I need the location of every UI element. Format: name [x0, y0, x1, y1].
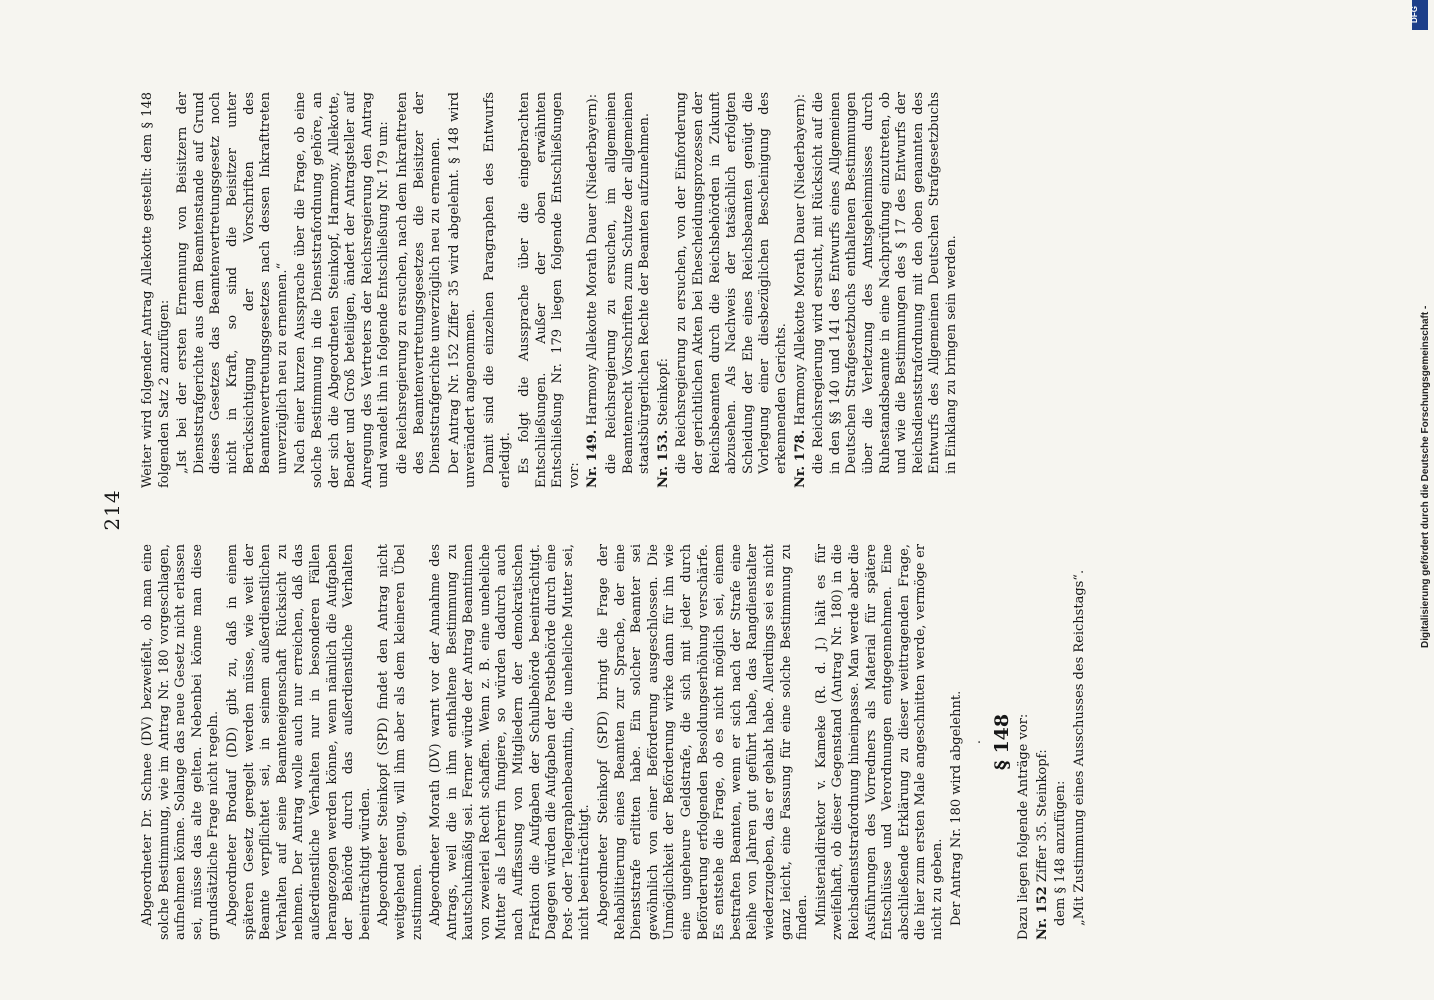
motion-text: Ziffer 35. Steinkopf: — [1034, 749, 1050, 887]
paragraph: Der Antrag Nr. 180 wird abgelehnt. — [948, 690, 964, 926]
paragraph: Abgeordneter Steinkopf (SPD) bringt die Frage der Rehabilitierung eines Beamten zur Sprache, der eine Dienststrafe erlitten habe. Ein solcher Beamter sei gewöhnlich von einer Beförderung ausgeschlossen. Die Unmöglichkeit der Beförderung wirke dann für ihn wie eine ungeheure Geldstrafe, die sich mit jeder durch Beförderung erfolgenden Besoldungserhöhung verschärfe. Es entstehe die Frage, ob es nicht möglich sei, einem bestraften Beamten, wenn er sich nach der Strafe eine Reihe von Jahren gut geführt habe, das Rangdienstalter wiederzugeben, das er gehabt habe. Allerdings sei es nicht ganz leicht, eine Fassung für eine solche Bestimmung zu finden. — [596, 544, 811, 940]
dfg-logo-text: DFG — [1409, 6, 1419, 23]
motion-header — [585, 92, 602, 488]
paragraph: Abgeordneter Steinkopf (SPD) findet den Antrag nicht weitgehend genug, will ihm aber als dem kleineren Übel zustimmen. — [376, 544, 425, 940]
paragraph: Nach einer kurzen Aussprache über die Frage, ob eine solche Bestimmung in die Dienststrafordnung gehöre, an der sich die Abgeordneten Steinkopf, Harmony, Allekotte, Bender und Groß beteiligen, ändert der Antragsteller auf Anregung des Vertreters der Reichsregierung den Antrag und wandelt ihn in folgende Entschließung Nr. 179 um: — [293, 92, 392, 488]
motion-number: Nr. 149. — [585, 429, 601, 488]
motion-header — [656, 92, 673, 488]
paragraph: Weiter wird folgender Antrag Allekotte gestellt: dem § 148 folgenden Satz 2 anzufügen: — [140, 92, 172, 488]
paragraph: Der Antrag Nr. 152 Ziffer 35 wird abgelehnt. § 148 wird unverändert angenommen. — [446, 92, 479, 488]
motion-header — [793, 92, 810, 488]
motion-text: Harmony Allekotte Morath Dauer (Niederbayern): — [792, 93, 808, 430]
paragraph: Abgeordneter Brodauf (DD) gibt zu, daß in einem späteren Gesetz geregelt werden müsse, wie weit der Beamte verpflichtet sei, in seinem außerdienstlichen Verhalten auf seine Beamteneigenschaft Rücksicht zu nehmen. Der Antrag wolle auch nur erreichen, daß das außerdienstliche Verhalten nur in besonderen Fällen herangezogen werden könne, wenn nämlich die Aufgaben der Behörde durch das außerdienstliche Verhalten beeinträchtigt würden. — [224, 544, 373, 940]
motion-text: Harmony Allekotte Morath Dauer (Niederbayern): — [585, 93, 601, 430]
credit-text: Digitalisierung gefördert durch die Deutsche Forschungsgemeinschaft - — [1420, 305, 1431, 648]
separator-dot: . — [969, 739, 985, 745]
quoted-text: die Reichsregierung zu ersuchen, von der Einforderung der gerichtlichen Akten bei Ehescheidungsprozessen der Reichsbeamten durch die Reichsbehörden in Zukunft abzusehen. Als Nachweis der tatsächlich erfolgten Scheidung der Ehe eines Reichsbeamten genügt die Vorlegung einer diesbezüglichen Bescheinigung des erkennenden Gerichts. — [674, 92, 789, 474]
page-content — [100, 80, 1340, 940]
motion-header — [1035, 544, 1052, 940]
left-column — [140, 544, 1091, 940]
digitization-credit — [1418, 8, 1434, 648]
motion-number: Nr. 152 — [1034, 886, 1050, 940]
paragraph: Ministerialdirektor v. Kameke (R. d. J.) hält es für zweifelhaft, ob dieser Gegenstand (Antrag Nr. 180) in die Reichsdienststrafordnung hineinpasse. Man werde aber die Ausführungen des Vorredners als Material für spätere Entschlüsse und Verordnungen entgegennehmen. Eine abschließende Erklärung zu dieser weittragenden Frage, die hier zum ersten Male angeschnitten werde, vermöge er nicht zu geben. — [813, 544, 945, 940]
motion-number: Nr. 153. — [655, 429, 671, 488]
motion-number: Nr. 178. — [792, 429, 808, 488]
page-number: 214 — [100, 489, 124, 531]
paragraph: Es folgt die Aussprache über die eingebrachten Entschließungen. Außer der oben erwähnten Entschließung Nr. 179 liegen folgende Entschließungen vor: — [517, 92, 582, 488]
paragraph: dem § 148 anzufügen: — [1053, 780, 1069, 926]
dfg-logo — [1409, 0, 1428, 30]
paragraph: Dazu liegen folgende Anträge vor: — [1016, 713, 1032, 940]
quoted-text: „Ist bei der ersten Ernennung von Beisitzern der Dienststrafgerichte aus dem Beamtenstande auf Grund dieses Gesetzes das Beamtenvertretungsgesetz noch nicht in Kraft, so sind die Beisitzer unter Berücksichtigung der Vorschriften des Beamtenvertretungsgesetzes nach dessen Inkrafttreten unverzüglich neu zu ernennen.“ — [175, 92, 290, 474]
quoted-text: die Reichsregierung zu ersuchen, nach dem Inkrafttreten des Beamtenvertretungsgesetzes die Beisitzer der Dienststrafgerichte unverzüglich neu zu ernennen. — [394, 92, 444, 474]
paragraph: Abgeordneter Morath (DV) warnt vor der Annahme des Antrags, weil die in ihm enthaltene Bestimmung zu kautschukmäßig sei. Ferner würde der Antrag Beamtinnen von zweierlei Recht schaffen. Wenn z. B. eine uneheliche Mutter als Lehrerin fungiere, so würden dadurch auch nach Auffassung von Mitgliedern der demokratischen Fraktion die Aufgaben der Schulbehörde beeinträchtigt. Dagegen würden die Aufgaben der Postbehörde durch eine Post- oder Telegraphenbeamtin, die uneheliche Mutter sei, nicht beeinträchtigt. — [428, 544, 593, 940]
quoted-text: „Mit Zustimmung eines Ausschusses des Reichstags“. — [1072, 569, 1088, 926]
motion-text: Steinkopf: — [655, 358, 671, 430]
right-column — [140, 92, 963, 488]
section-heading: § 148 — [990, 713, 1013, 771]
quoted-text: die Reichsregierung wird ersucht, mit Rücksicht auf die in den §§ 140 und 141 des Entwurfs eines Allgemeinen Deutschen Strafgesetzbuchs enthaltenen Bestimmungen über die Verletzung des Amtsgeheimnisses durch Ruhestandsbeamte in eine Nachprüfung einzutreten, ob und wie die Bestimmungen des § 17 des Entwurfs der Reichsdienststrafordnung mit den oben genannten des Entwurfs des Allgemeinen Deutschen Strafgesetzbuchs in Einklang zu bringen sein werden. — [811, 92, 959, 474]
quoted-text: die Reichsregierung zu ersuchen, im allgemeinen Beamtenrecht Vorschriften zum Schutze der allgemeinen staatsbürgerlichen Rechte der Beamten aufzunehmen. — [604, 92, 653, 474]
paragraph: Damit sind die einzelnen Paragraphen des Entwurfs erledigt. — [481, 92, 514, 488]
paragraph: Abgeordneter Dr. Schnee (DV) bezweifelt, ob man eine solche Bestimmung, wie im Antrag Nr. 180 vorgeschlagen, aufnehmen könne. Solange das neue Gesetz nicht erlassen sei, müsse das alte gelten. Nebenbei könne man diese grundsätzliche Frage nicht regeln. — [140, 544, 222, 940]
